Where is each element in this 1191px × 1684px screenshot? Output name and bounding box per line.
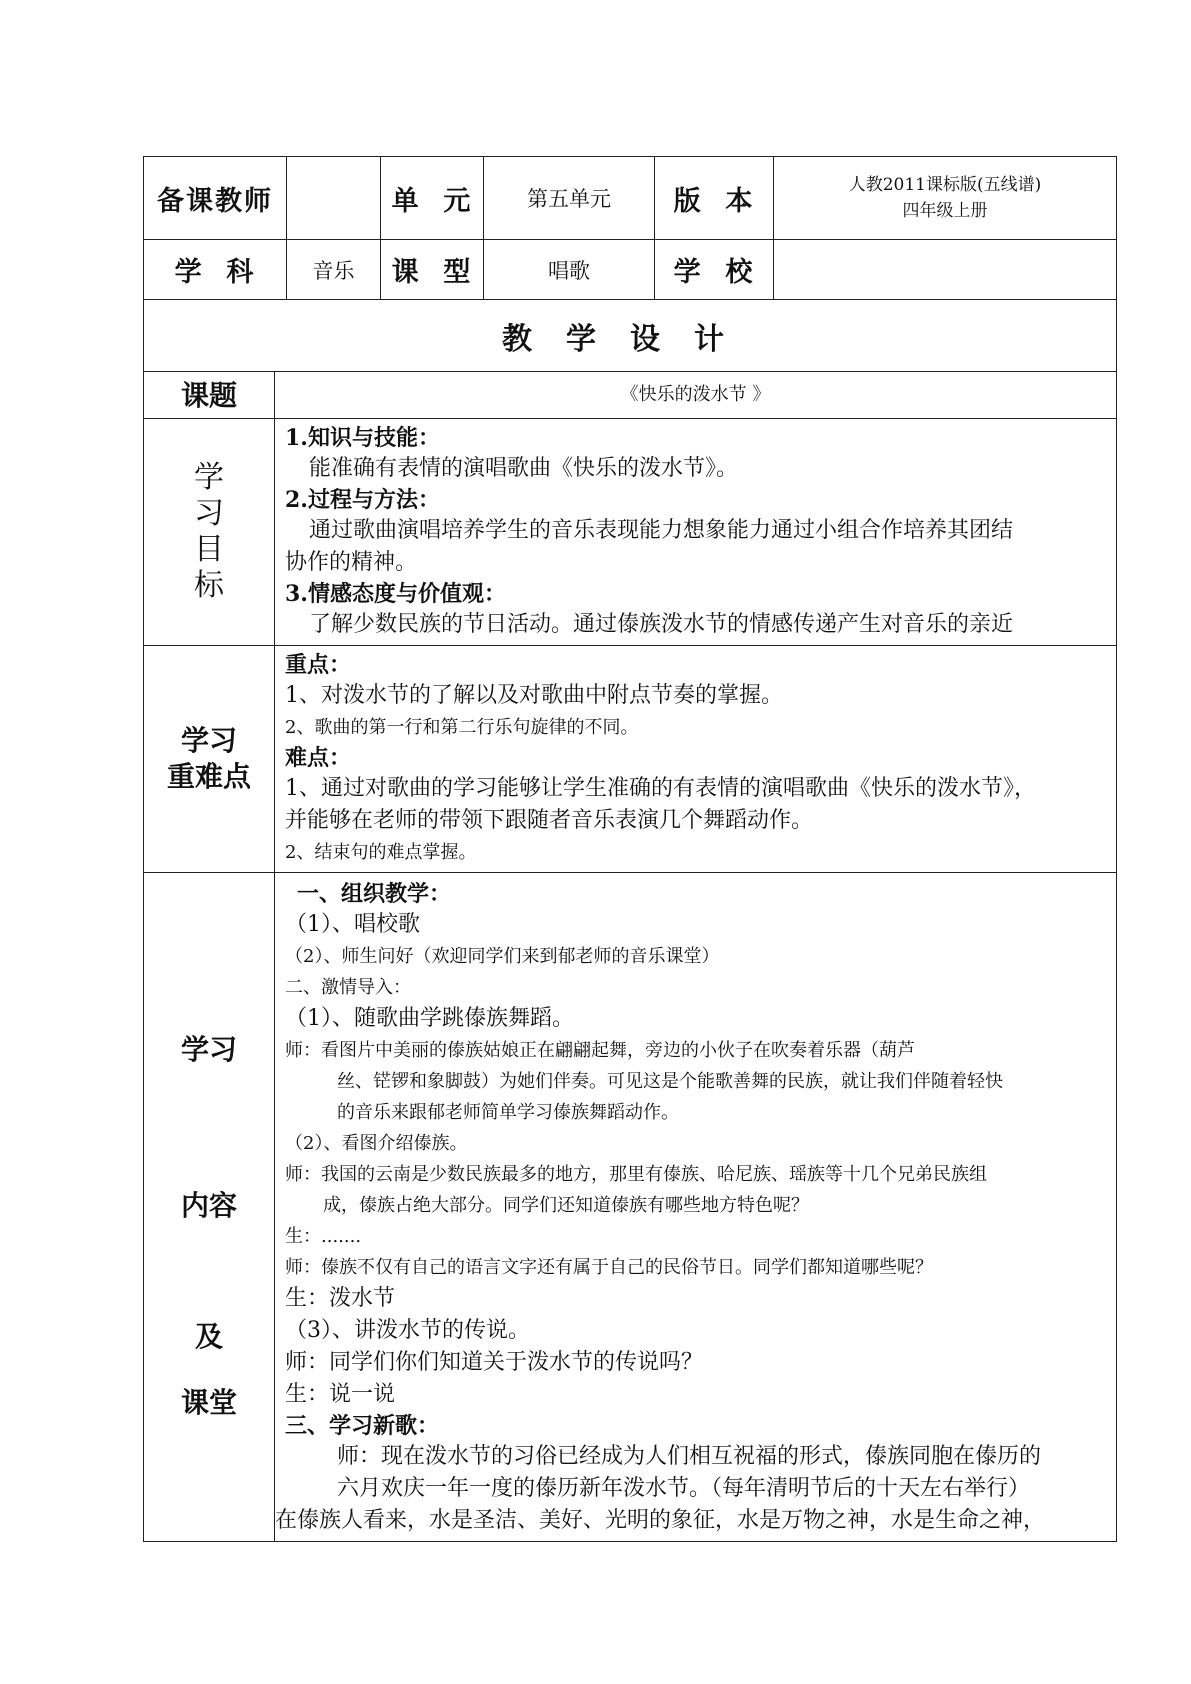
content-row	[144, 873, 1117, 1542]
content-text: 师：现在泼水节的习俗已经成为人们相互祝福的形式，傣族同胞在傣历的	[337, 1444, 1042, 1469]
goals-label-char: 习	[194, 496, 224, 531]
key-points-heading: 难点：	[285, 745, 352, 771]
type-value: 唱歌	[484, 240, 655, 300]
key-points-text: 2、歌曲的第一行和第二行乐句旋律的不同。	[285, 717, 639, 738]
goals-label-char: 标	[194, 568, 224, 603]
goals-heading: 2.过程与方法：	[285, 487, 440, 513]
content-text: 丝、铓锣和象脚鼓）为她们伴奏。可见这是个能歌善舞的民族，就让我们伴随着轻快	[337, 1071, 1003, 1092]
content-text: 师：傣族不仅有自己的语言文字还有属于自己的民俗节日。同学们都知道哪些呢？	[285, 1257, 933, 1278]
subject-value: 音乐	[287, 240, 381, 300]
type-label: 课 型	[381, 240, 484, 300]
key-points-text: 并能够在老师的带领下跟随者音乐表演几个舞蹈动作。	[285, 808, 814, 833]
content-label-part: 及	[194, 1320, 223, 1353]
goals-content	[275, 419, 1117, 646]
goals-heading: 3.情感态度与价值观：	[285, 581, 506, 607]
goals-text: 能准确有表情的演唱歌曲《快乐的泼水节》。	[309, 456, 739, 481]
design-title: 教学设计	[144, 300, 1117, 372]
design-title-row	[144, 300, 1117, 372]
key-points-label	[144, 646, 275, 873]
content-label-part: 课堂	[180, 1386, 237, 1419]
unit-value: 第五单元	[484, 157, 655, 240]
content-text: 师：同学们你们知道关于泼水节的传说吗？	[285, 1350, 704, 1375]
content-text: 生：泼水节	[285, 1286, 396, 1311]
content-heading: 一、组织教学：	[297, 881, 452, 907]
goals-label-char: 目	[194, 532, 224, 567]
teacher-label: 备课教师	[144, 157, 287, 240]
lesson-plan-table	[143, 156, 1117, 1542]
content-text: 的音乐来跟郁老师简单学习傣族舞蹈动作。	[337, 1102, 679, 1123]
school-value	[774, 240, 1117, 300]
content-heading: 二、激情导入：	[285, 977, 411, 998]
key-points-text: 1、通过对歌曲的学习能够让学生准确的有表情的演唱歌曲《快乐的泼水节》，	[285, 776, 1036, 801]
content-text: （2）、师生问好（欢迎同学们来到郁老师的音乐课堂）	[285, 946, 720, 967]
content-text: （1）、随歌曲学跳傣族舞蹈。	[285, 1006, 574, 1031]
key-points-label-line: 重难点	[166, 760, 251, 793]
school-label: 学 校	[655, 240, 774, 300]
content-heading: 三、学习新歌：	[285, 1413, 440, 1439]
key-points-label-line: 学习	[180, 724, 237, 757]
goals-text: 通过歌曲演唱培养学生的音乐表现能力想象能力通过小组合作培养其团结	[309, 518, 1014, 543]
subject-label: 学 科	[144, 240, 287, 300]
content-text: 生：说一说	[285, 1382, 396, 1407]
key-points-text: 2、结束句的难点掌握。	[285, 842, 477, 863]
content-text: 师：我国的云南是少数民族最多的地方，那里有傣族、哈尼族、瑶族等十几个兄弟民族组	[285, 1164, 987, 1185]
key-points-heading: 重点：	[285, 652, 352, 678]
key-points-row	[144, 646, 1117, 873]
goals-heading: 1.知识与技能：	[285, 425, 440, 451]
edition-label: 版 本	[655, 157, 774, 240]
goals-row	[144, 419, 1117, 646]
content-label-part: 学习	[180, 1033, 237, 1066]
goals-label-char: 学	[194, 460, 224, 495]
header-row-2	[144, 240, 1117, 300]
content-text: 在傣族人看来，水是圣洁、美好、光明的象征，水是万物之神，水是生命之神，	[275, 1508, 1046, 1533]
edition-value-line1: 人教2011课标版(五线谱)	[848, 175, 1042, 195]
topic-value: 《快乐的泼水节 》	[275, 372, 1117, 419]
content-label	[144, 873, 275, 1542]
key-points-content	[275, 646, 1117, 873]
goals-label	[144, 419, 275, 646]
content-text: 生：.......	[285, 1226, 362, 1247]
lesson-content	[275, 873, 1117, 1542]
unit-label: 单 元	[381, 157, 484, 240]
goals-text: 协作的精神。	[285, 550, 418, 575]
content-text: 师：看图片中美丽的傣族姑娘正在翩翩起舞，旁边的小伙子在吹奏着乐器（葫芦	[285, 1040, 915, 1061]
content-text: （1）、唱校歌	[285, 912, 420, 937]
topic-label: 课题	[144, 372, 275, 419]
topic-row	[144, 372, 1117, 419]
teacher-value	[287, 157, 381, 240]
content-text: 六月欢庆一年一度的傣历新年泼水节。（每年清明节后的十天左右举行）	[337, 1476, 1031, 1501]
goals-text: 了解少数民族的节日活动。通过傣族泼水节的情感传递产生对音乐的亲近	[309, 612, 1014, 637]
content-label-part: 内容	[180, 1189, 237, 1222]
content-text: （2）、看图介绍傣族。	[285, 1133, 468, 1154]
content-text: 成，傣族占绝大部分。同学们还知道傣族有哪些地方特色呢？	[323, 1195, 809, 1216]
edition-value-line2: 四年级上册	[902, 201, 988, 221]
content-text: （3）、讲泼水节的传说。	[285, 1318, 530, 1343]
edition-value	[774, 157, 1117, 240]
header-row-1	[144, 157, 1117, 240]
key-points-text: 1、对泼水节的了解以及对歌曲中附点节奏的掌握。	[285, 683, 783, 708]
